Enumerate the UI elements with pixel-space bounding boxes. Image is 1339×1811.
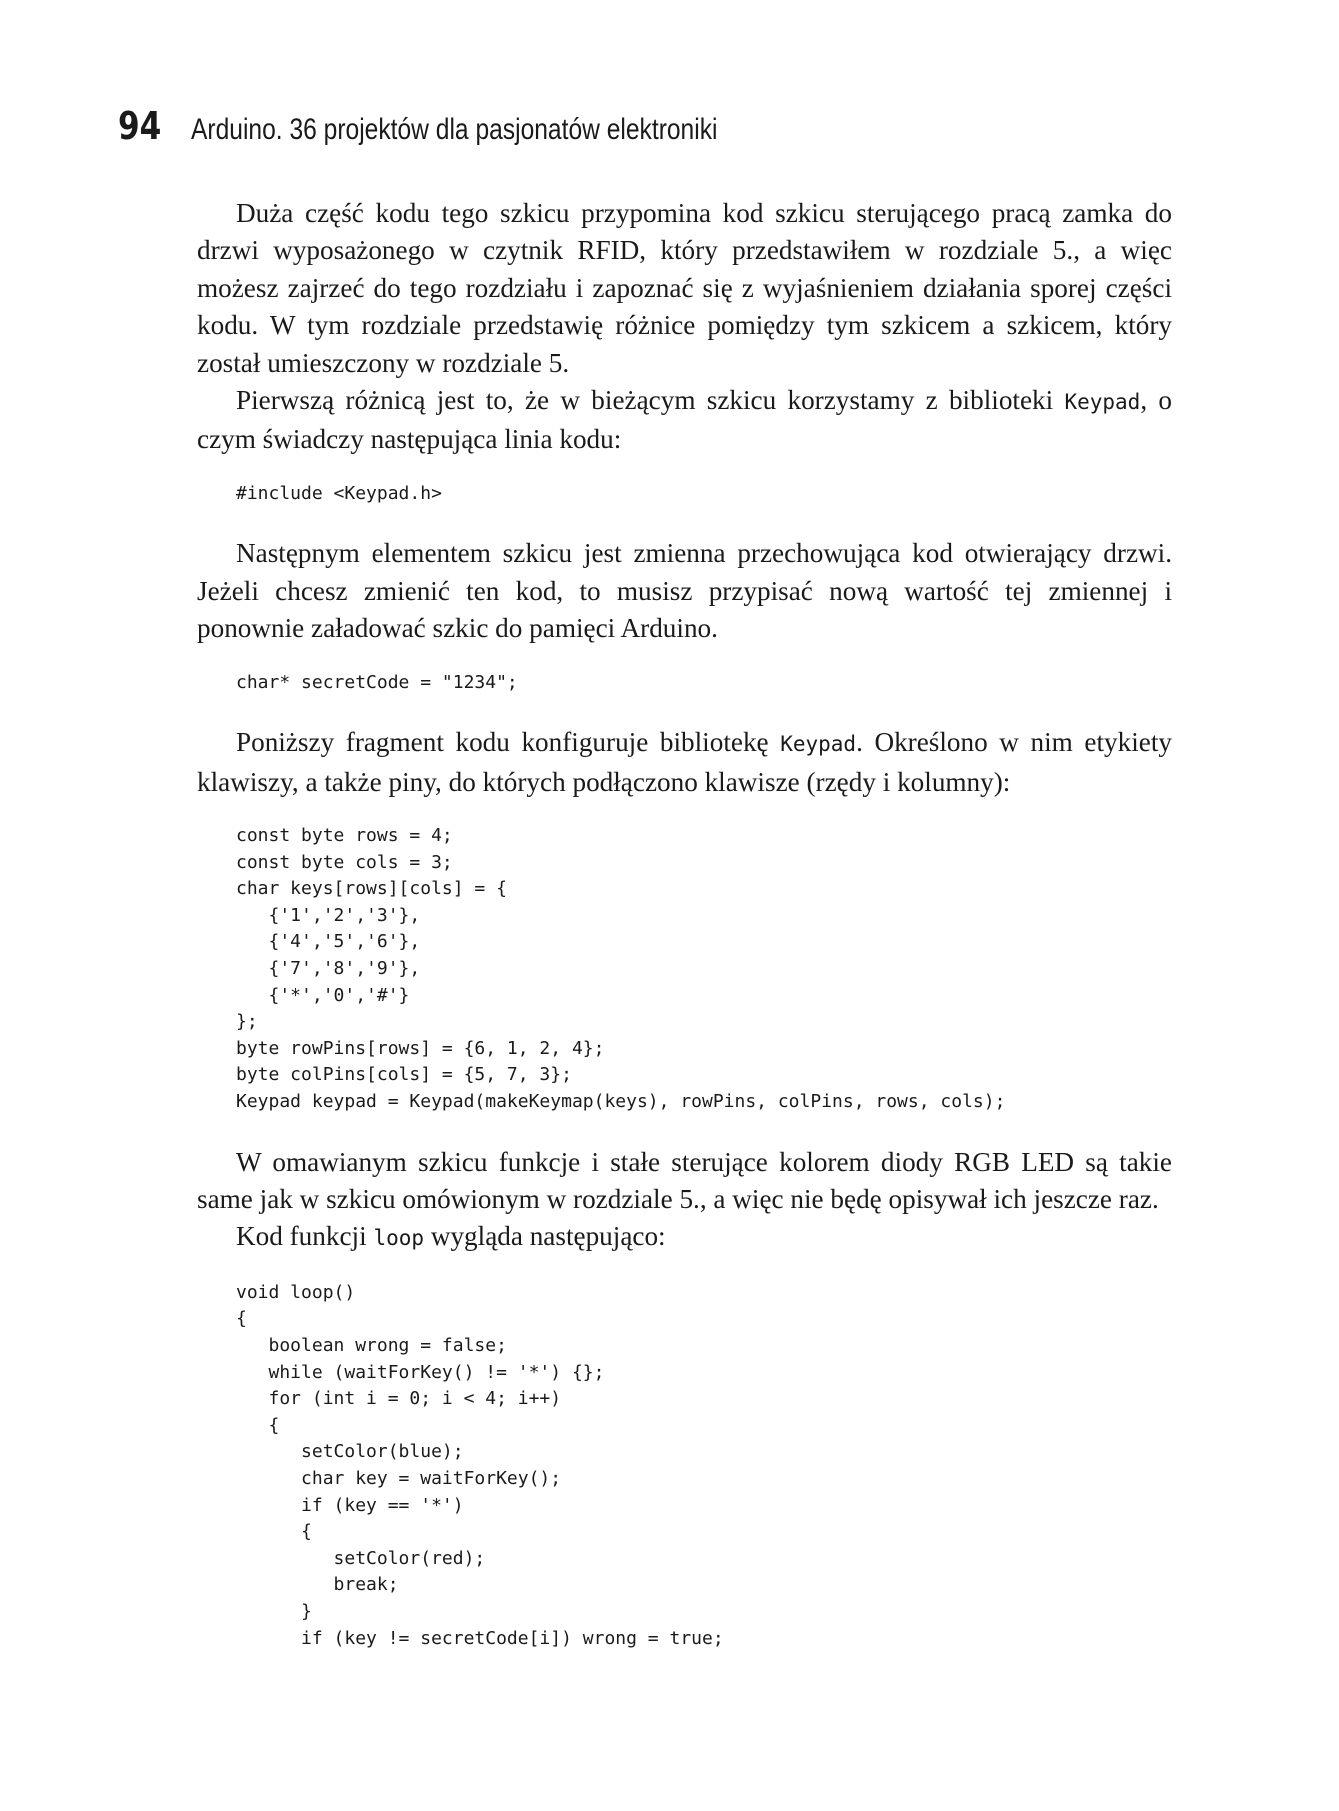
paragraph-rgb: W omawianym szkicu funkcje i stałe sterujące kolorem diody RGB LED są takie same jak w szkicu omówionym w rozdziale 5., a więc nie będę opisywał ich jeszcze raz. [197,1146,1172,1214]
paragraph-text: . Określono w nim etykiety klawiszy, a także piny, do których podłączono klawisze (rzędy i kolumny): [197,727,1172,797]
code-include: #include <Keypad.h> [236,482,442,504]
paragraph-keypad-config [197,724,1172,801]
inline-code-keypad: Keypad [1064,390,1141,415]
running-title: Arduino. 36 projektów dla pasjonatów elektroniki [191,113,718,146]
paragraph-first-difference [197,382,1172,459]
paragraph-text: Poniższy fragment kodu konfiguruje bibliotekę [236,727,781,758]
paragraph-intro: Duża część kodu tego szkicu przypomina kod szkicu sterującego pracą zamka do drzwi wyposażonego w czytnik RFID, który przedstawiłem w rozdziale 5., a więc możesz zajrzeć do tego rozdziału i zapoznać się z wyjaśnieniem działania sporej części kodu. W tym rozdziale przedstawię różnice pomiędzy tym szkicem a szkicem, który został umieszczony w rozdziale 5. [197,198,1172,378]
code-keypad-setup: const byte rows = 4; const byte cols = 3; char keys[rows][cols] = { {'1','2','3'}, {'4','5','6'}, {'7','8','9'}, {'*','0','#'} }; byte rowPins[rows] = {6, 1, 2, 4}; byte colPins[cols] = {5, 7, 3}; Keypad keypad = Keypad(makeKeymap(keys), rowPins, colPins, rows, cols); [236,825,1006,1112]
inline-code-keypad: Keypad [780,732,857,757]
inline-code-loop: loop [373,1226,425,1251]
paragraph-text: wygląda następująco: [424,1221,666,1252]
page-number: 94 [118,104,162,148]
paragraph-secret-code: Następnym elementem szkicu jest zmienna przechowująca kod otwierający drzwi. Jeżeli chcesz zmienić ten kod, to musisz przypisać nową wartość tej zmiennej i ponownie załadować szkic do pamięci Arduino. [197,538,1172,644]
paragraph-text: Kod funkcji [236,1221,374,1252]
page-content [197,195,1172,1652]
paragraph-loop-intro [197,1218,1172,1257]
paragraph-text: , o czym świadczy następująca linia kodu: [197,385,1173,455]
page-header [118,104,1279,154]
paragraph-text: Pierwszą różnicą jest to, że w bieżącym szkicu korzystamy z biblioteki [236,385,1065,416]
code-secret: char* secretCode = "1234"; [236,671,518,693]
code-loop: void loop() { boolean wrong = false; while (waitForKey() != '*') {}; for (int i = 0; i < 4; i++) { setColor(blue); char key = waitForKey(); if (key == '*') { setColor(red); break; } if (key != secretCode[i]) wrong = true; [236,1281,724,1649]
